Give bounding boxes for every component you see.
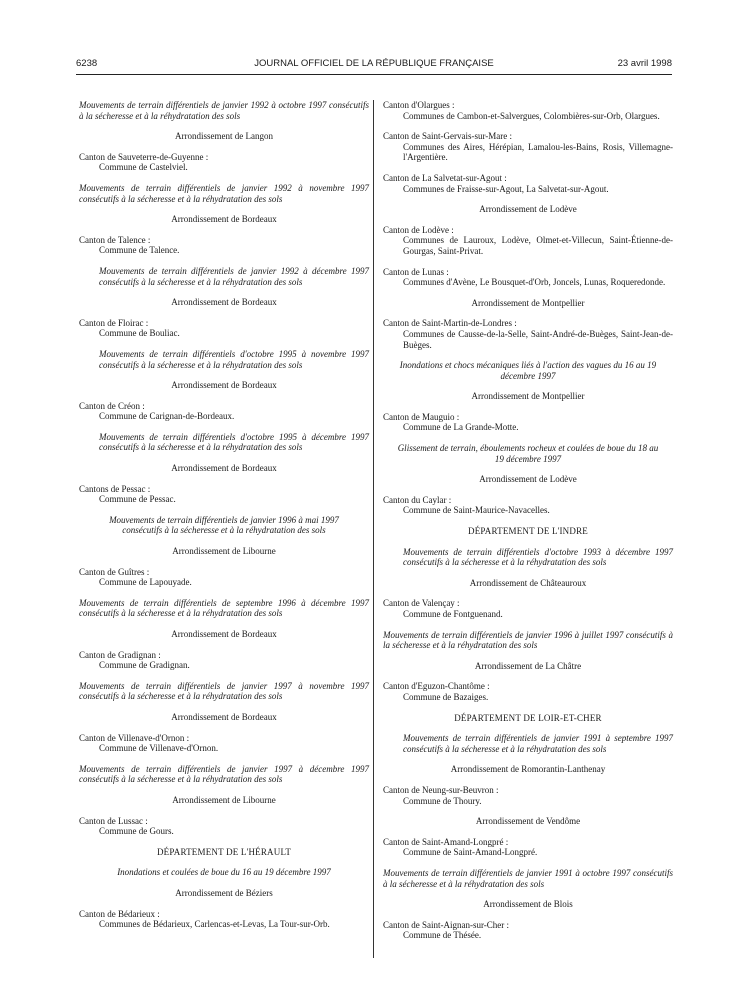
right-column xyxy=(383,100,673,951)
arrondissement-heading: Arrondissement de Bordeaux xyxy=(171,380,277,391)
arrondissement-heading: Arrondissement de La Châtre xyxy=(474,660,582,671)
arrondissement-heading: Arrondissement de Langon xyxy=(175,131,273,142)
event-title: Mouvements de terrain différentiels de janvier 1992 à octobre 1997 consécutifs à la sécheresse et à la réhydratation des sols xyxy=(79,100,369,121)
arrondissement-heading: Arrondissement de Bordeaux xyxy=(171,711,277,722)
event-title: Inondations et coulées de boue du 16 au 19 décembre 1997 xyxy=(117,867,331,878)
canton-label: Canton de Saint-Amand-Longpré : xyxy=(383,836,509,847)
commune-list: Commune de Gradignan. xyxy=(99,660,190,671)
canton-label: Canton d'Eguzon-Chantôme : xyxy=(383,681,490,692)
arrondissement-heading: Arrondissement de Bordeaux xyxy=(171,297,277,308)
canton-label: Canton de Saint-Aignan-sur-Cher : xyxy=(383,919,510,930)
arrondissement-heading: Arrondissement de Béziers xyxy=(175,887,273,898)
canton-label: Canton de Valençay : xyxy=(383,598,460,609)
commune-list: Commune de Bouliac. xyxy=(99,328,180,339)
department-heading: DÉPARTEMENT DE LOIR-ET-CHER xyxy=(454,712,602,723)
event-title: Mouvements de terrain différentiels de septembre 1996 à décembre 1997 consécutifs à la sécheresse et à la réhydratation des sols xyxy=(79,597,369,619)
journal-title: JOURNAL OFFICIEL DE LA RÉPUBLIQUE FRANÇAISE xyxy=(254,58,494,69)
commune-list: Communes des Aires, Hérépian, Lamalou-les-Bains, Rosis, Villemagne-l'Argentière. xyxy=(403,141,673,163)
event-title: Mouvements de terrain différentiels de janvier 1991 à septembre 1997 consécutifs à la sécheresse et à la réhydratation des sols xyxy=(403,733,673,754)
canton-label: Canton du Caylar : xyxy=(383,494,452,505)
commune-list: Commune de Gours. xyxy=(99,826,174,837)
commune-list: Communes de Causse-de-la-Selle, Saint-André-de-Buèges, Saint-Jean-de-Buèges. xyxy=(403,328,673,350)
event-title: Mouvements de terrain différentiels de janvier 1997 à novembre 1997 consécutifs à la sécheresse et à la réhydratation des sols xyxy=(79,680,369,702)
event-title: Mouvements de terrain différentiels de janvier 1992 à novembre 1997 consécutifs à la sécheresse et à la réhydratation des sols xyxy=(79,182,369,204)
arrondissement-heading: Arrondissement de Bordeaux xyxy=(171,214,277,225)
commune-list: Communes de Lauroux, Lodève, Olmet-et-Villecun, Saint-Étienne-de-Gourgas, Saint-Privat. xyxy=(403,235,673,256)
canton-label: Canton de Lunas : xyxy=(383,266,449,277)
canton-label: Canton de Créon : xyxy=(79,400,145,411)
commune-list: Commune de Castelviel. xyxy=(99,162,188,173)
commune-list: Commune de Saint-Maurice-Navacelles. xyxy=(403,505,550,516)
column-divider xyxy=(373,100,374,958)
event-title: Mouvements de terrain différentiels de janvier 1996 à mai 1997 consécutifs à la sécheresse et à la réhydratation des sols xyxy=(109,514,339,536)
canton-label: Canton de Saint-Martin-de-Londres : xyxy=(383,318,517,329)
canton-label: Canton de Lodève : xyxy=(383,224,454,235)
left-column xyxy=(79,100,369,940)
arrondissement-heading: Arrondissement de Romorantin-Lanthenay xyxy=(450,764,606,775)
canton-label: Canton de Mauguio : xyxy=(383,411,460,422)
commune-list: Communes d'Avène, Le Bousquet-d'Orb, Joncels, Lunas, Roqueredonde. xyxy=(403,277,666,288)
commune-list: Commune de Fontguenand. xyxy=(403,609,503,619)
arrondissement-heading: Arrondissement de Bordeaux xyxy=(171,463,277,474)
commune-list: Commune de Thésée. xyxy=(403,930,482,941)
canton-label: Cantons de Pessac : xyxy=(79,483,151,494)
arrondissement-heading: Arrondissement de Lodève xyxy=(479,474,577,485)
canton-label: Canton de Neung-sur-Beuvron : xyxy=(383,784,499,795)
canton-label: Canton de La Salvetat-sur-Agout : xyxy=(383,172,507,183)
department-heading: DÉPARTEMENT DE L'HÉRAULT xyxy=(156,846,292,857)
canton-label: Canton de Sauveterre-de-Guyenne : xyxy=(79,151,209,162)
commune-list: Communes de Fraisse-sur-Agout, La Salvetat-sur-Agout. xyxy=(403,183,609,194)
canton-label: Canton de Floirac : xyxy=(79,317,149,328)
commune-list: Commune de Talence. xyxy=(99,245,180,256)
canton-label: Canton de Guîtres : xyxy=(79,566,150,577)
commune-list: Commune de Saint-Amand-Longpré. xyxy=(403,847,538,858)
event-title: Mouvements de terrain différentiels d'octobre 1995 à novembre 1997 consécutifs à la sécheresse et à la réhydratation des sols xyxy=(99,348,369,370)
commune-list: Commune de Lapouyade. xyxy=(99,577,192,588)
department-heading: DÉPARTEMENT DE L'INDRE xyxy=(468,526,588,537)
arrondissement-heading: Arrondissement de Lodève xyxy=(479,204,577,215)
canton-label: Canton d'Olargues : xyxy=(383,100,455,110)
arrondissement-heading: Arrondissement de Libourne xyxy=(172,546,276,557)
canton-label: Canton de Talence : xyxy=(79,234,151,245)
page-number: 6238 xyxy=(76,58,98,69)
commune-list: Commune de Villenave-d'Ornon. xyxy=(99,743,219,754)
event-title: Mouvements de terrain différentiels d'octobre 1995 à décembre 1997 consécutifs à la sécheresse et à la réhydratation des sols xyxy=(99,431,369,453)
commune-list: Commune de Bazaiges. xyxy=(403,691,489,702)
arrondissement-heading: Arrondissement de Libourne xyxy=(172,794,276,805)
commune-list: Commune de Carignan-de-Bordeaux. xyxy=(99,411,235,422)
event-title: Mouvements de terrain différentiels de janvier 1996 à juillet 1997 consécutifs à la sécheresse et à la réhydratation des sols xyxy=(383,629,673,651)
commune-list: Commune de Pessac. xyxy=(99,494,176,505)
canton-label: Canton de Villenave-d'Ornon : xyxy=(79,732,190,743)
arrondissement-heading: Arrondissement de Châteauroux xyxy=(469,577,587,588)
arrondissement-heading: Arrondissement de Vendôme xyxy=(475,816,581,827)
event-title: Mouvements de terrain différentiels de janvier 1991 à octobre 1997 consécutifs à la sécheresse et à la réhydratation des sols xyxy=(383,867,673,889)
commune-list: Commune de La Grande-Motte. xyxy=(403,422,519,433)
arrondissement-heading: Arrondissement de Montpellier xyxy=(471,391,585,402)
canton-label: Canton de Bédarieux : xyxy=(79,908,160,919)
canton-label: Canton de Gradignan : xyxy=(79,649,161,660)
canton-label: Canton de Saint-Gervais-sur-Mare : xyxy=(383,131,513,142)
commune-list: Commune de Thoury. xyxy=(403,795,482,806)
event-title: Mouvements de terrain différentiels de janvier 1992 à décembre 1997 consécutifs à la sécheresse et à la réhydratation des sols xyxy=(99,265,369,287)
event-title: Glissement de terrain, éboulements rocheux et coulées de boue du 18 au 19 décembre 1997 xyxy=(397,443,659,464)
canton-label: Canton de Lussac : xyxy=(79,815,148,826)
publication-date: 23 avril 1998 xyxy=(617,58,672,69)
arrondissement-heading: Arrondissement de Montpellier xyxy=(471,297,585,308)
arrondissement-heading: Arrondissement de Bordeaux xyxy=(171,629,277,639)
commune-list: Communes de Bédarieux, Carlencas-et-Levas, La Tour-sur-Orb. xyxy=(99,919,330,930)
page-header xyxy=(76,58,672,72)
header-rule xyxy=(76,74,672,75)
event-title: Inondations et chocs mécaniques liés à l'action des vagues du 16 au 19 décembre 1997 xyxy=(399,360,657,381)
event-title: Mouvements de terrain différentiels d'octobre 1993 à décembre 1997 consécutifs à la sécheresse et à la réhydratation des sols xyxy=(403,546,673,568)
arrondissement-heading: Arrondissement de Blois xyxy=(483,899,573,910)
commune-list: Communes de Cambon-et-Salvergues, Colombières-sur-Orb, Olargues. xyxy=(403,110,660,121)
event-title: Mouvements de terrain différentiels de janvier 1997 à décembre 1997 consécutifs à la sécheresse et à la réhydratation des sols xyxy=(79,763,369,785)
